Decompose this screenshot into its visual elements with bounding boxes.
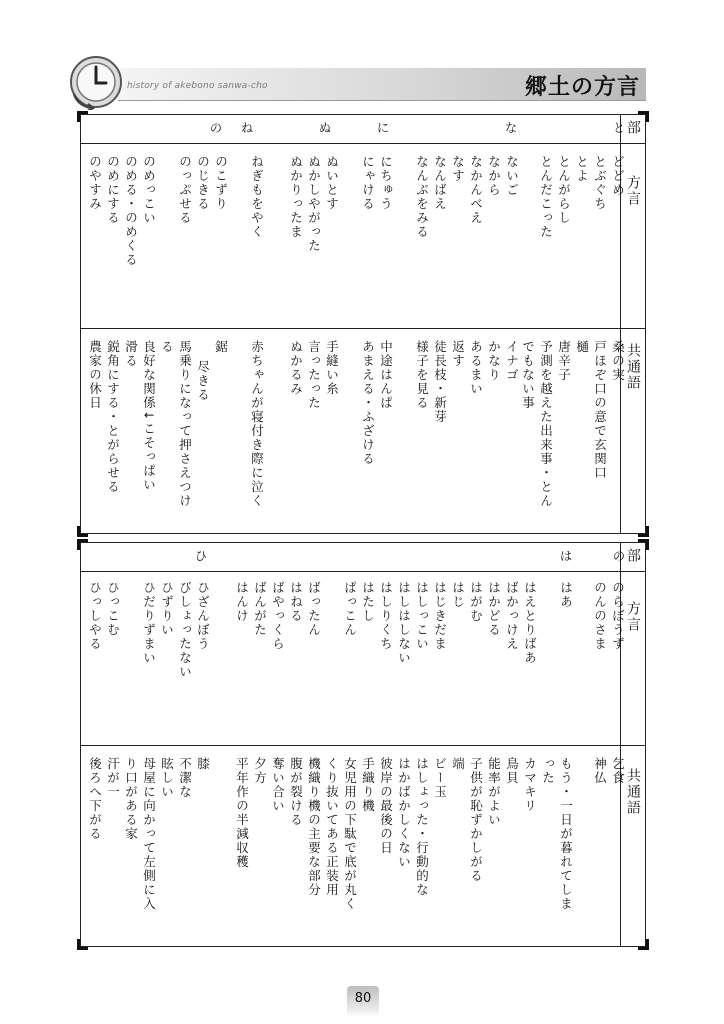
- standard-word: でもない事: [520, 340, 536, 410]
- dialect-word: ないご: [504, 155, 520, 197]
- dialect-word: のこずり: [213, 155, 229, 211]
- standard-word: 汗が一: [105, 757, 121, 799]
- standard-word: 唐辛子: [556, 340, 572, 382]
- dialect-word: はんけ: [234, 581, 250, 623]
- dialect-word: なす: [450, 155, 466, 183]
- standard-word: 神仏: [592, 757, 608, 785]
- standard-word: 徒長枝・新芽: [432, 340, 448, 424]
- dialect-word: なんぶをみる: [414, 155, 430, 239]
- dialect-word: はたし: [360, 581, 376, 623]
- standard-word: 不潔な: [177, 757, 193, 799]
- standard-word: り口がある家: [123, 757, 139, 841]
- standard-word: イナゴ: [504, 340, 520, 382]
- dialect-word: はじきだま: [432, 581, 448, 651]
- dialect-word: とぶぐち: [592, 155, 608, 211]
- standard-word: あるまい: [468, 340, 484, 396]
- standard-word: 農家の休日: [87, 340, 103, 410]
- kana-heading: ぬ: [318, 121, 332, 135]
- dialect-word: ぬかりったま: [288, 155, 304, 239]
- standard-word: 赤ちゃんが寝付き際に泣く: [249, 340, 265, 508]
- dialect-word: ばやっくら: [270, 581, 286, 651]
- standard-word: 様子を見る: [414, 340, 430, 410]
- label-bu: 部: [625, 120, 641, 136]
- standard-word: 平年作の半減収穫: [234, 757, 250, 869]
- dialect-word: どどめ: [610, 155, 626, 197]
- standard-word: 女児用の下駄で底が丸く: [342, 757, 358, 911]
- standard-word: 能率がよい: [486, 757, 502, 827]
- standard-word: 鋸: [213, 340, 229, 354]
- dialect-word: なから: [486, 155, 502, 197]
- clock-icon: [68, 54, 124, 110]
- dialect-word: ひずりい: [159, 581, 175, 637]
- dialect-word: なかんべえ: [468, 155, 484, 225]
- standard-word: 戸ほぞ口の意で玄関口: [592, 340, 608, 480]
- standard-word: ぬかるみ: [288, 340, 304, 396]
- standard-word: 機織り機の主要な部分: [306, 757, 322, 897]
- standard-word: 鳥貝: [504, 757, 520, 785]
- standard-word: かなり: [486, 340, 502, 382]
- kana-heading: の: [209, 121, 223, 135]
- dialect-word: のやすみ: [87, 155, 103, 211]
- standard-word: 端: [450, 757, 466, 771]
- standard-word: 後ろへ下がる: [87, 757, 103, 841]
- standard-word: カマキリ: [522, 757, 538, 813]
- standard-word: もう・一日が暮れてしま: [558, 757, 574, 911]
- dialect-word: のめっこい: [141, 155, 157, 225]
- dialect-word: のめる・のめくる: [123, 155, 139, 267]
- dialect-word: にちゅう: [378, 155, 394, 211]
- standard-word: 桑の実: [610, 340, 626, 382]
- row-divider: [81, 328, 645, 329]
- standard-word: 子供が恥ずかしがる: [468, 757, 484, 883]
- standard-word: 中途はんぱ: [378, 340, 394, 410]
- dialect-word: ぬかしやがった: [306, 155, 322, 253]
- standard-word: る: [159, 340, 175, 354]
- standard-word: 予測を越えた出来事・とん: [538, 340, 554, 508]
- dialect-word: のじきる: [195, 155, 211, 211]
- standard-word: 良好な関係↓こそっぱい: [141, 340, 157, 492]
- standard-word: 腹が裂ける: [288, 757, 304, 827]
- row-divider: [81, 745, 645, 746]
- dialect-word: はえとりばあ: [522, 581, 538, 665]
- kana-heading: ね: [240, 121, 254, 135]
- standard-word: 膝: [195, 757, 211, 771]
- dialect-word: はじ: [450, 581, 466, 609]
- kana-heading: は: [559, 549, 573, 563]
- standard-word: 手縫い糸: [324, 340, 340, 396]
- standard-word: 尽きる: [195, 360, 211, 402]
- dialect-word: ひだりずまい: [141, 581, 157, 665]
- corner-mark: [77, 939, 88, 950]
- dialect-word: はねる: [288, 581, 304, 623]
- standard-word: はかばかしくない: [396, 757, 412, 869]
- dialect-word: はしりくち: [378, 581, 394, 651]
- standard-word: 乞食: [610, 757, 626, 785]
- standard-word: 返す: [450, 340, 466, 368]
- dialect-word: ぱっこん: [342, 581, 358, 637]
- kana-heading: の: [612, 549, 626, 563]
- dialect-table-2: [80, 542, 646, 947]
- page-number: 80: [347, 986, 379, 1016]
- dialect-word: ひっこむ: [105, 581, 121, 637]
- dialect-word: はしはしない: [396, 581, 412, 665]
- dialect-word: とんだこった: [538, 155, 554, 239]
- label-kyoutsuugo: 共通語: [625, 768, 641, 816]
- kana-heading: ひ: [194, 549, 208, 563]
- dialect-word: ぬいとす: [324, 155, 340, 211]
- standard-word: 母屋に向かって左側に入: [141, 757, 157, 911]
- standard-word: 言ったった: [306, 340, 322, 410]
- dialect-word: のんのさま: [592, 581, 608, 651]
- standard-word: 夕方: [252, 757, 268, 785]
- label-kyoutsuugo: 共通語: [625, 343, 641, 391]
- label-hougen: 方言: [625, 175, 641, 207]
- dialect-word: はしっこい: [414, 581, 430, 651]
- dialect-word: はあ: [558, 581, 574, 609]
- kana-row: [81, 115, 645, 144]
- dialect-word: ねぎもをやく: [249, 155, 265, 239]
- dialect-table-1: [80, 114, 646, 534]
- dialect-word: はがむ: [468, 581, 484, 623]
- dialect-word: のめにする: [105, 155, 121, 225]
- kana-heading: な: [504, 121, 518, 135]
- standard-word: 彼岸の最後の日: [378, 757, 394, 855]
- standard-word: はしょった・行動的な: [414, 757, 430, 897]
- dialect-word: とんがらし: [556, 155, 572, 225]
- dialect-word: とよ: [574, 155, 590, 183]
- dialect-word: ひっしやる: [87, 581, 103, 651]
- page-title: 郷土の方言: [524, 75, 640, 100]
- corner-mark: [77, 526, 88, 537]
- kana-heading: と: [612, 121, 626, 135]
- label-bu: 部: [625, 548, 641, 564]
- standard-word: 樋: [574, 340, 590, 354]
- standard-word: 滑る: [123, 340, 139, 368]
- standard-word: 馬乗りになって押さえつけ: [177, 340, 193, 508]
- dialect-word: のっぷせる: [177, 155, 193, 225]
- dialect-word: のらぼうず: [610, 581, 626, 651]
- dialect-word: なんばえ: [432, 155, 448, 211]
- header-subtitle: history of akebono sanwa-cho: [127, 81, 268, 91]
- standard-word: ビー玉: [432, 757, 448, 799]
- standard-word: くり抜いてある正装用: [324, 757, 340, 897]
- dialect-word: にゃける: [360, 155, 376, 211]
- dialect-word: ばったん: [306, 581, 322, 637]
- dialect-word: ばんがた: [252, 581, 268, 637]
- standard-word: 手織り機: [360, 757, 376, 813]
- dialect-word: ばかっけえ: [504, 581, 520, 651]
- standard-word: 鋭角にする・とがらせる: [105, 340, 121, 494]
- dialect-word: ひざんぼう: [195, 581, 211, 651]
- standard-word: 眩しい: [159, 757, 175, 799]
- standard-word: 奪い合い: [270, 757, 286, 813]
- kana-heading: に: [376, 121, 390, 135]
- label-hougen: 方言: [625, 601, 641, 633]
- dialect-word: はかどる: [486, 581, 502, 637]
- standard-word: った: [540, 757, 556, 785]
- standard-word: あまえる・ふざける: [360, 340, 376, 466]
- dialect-word: びしょったない: [177, 581, 193, 679]
- page-header: [0, 0, 724, 110]
